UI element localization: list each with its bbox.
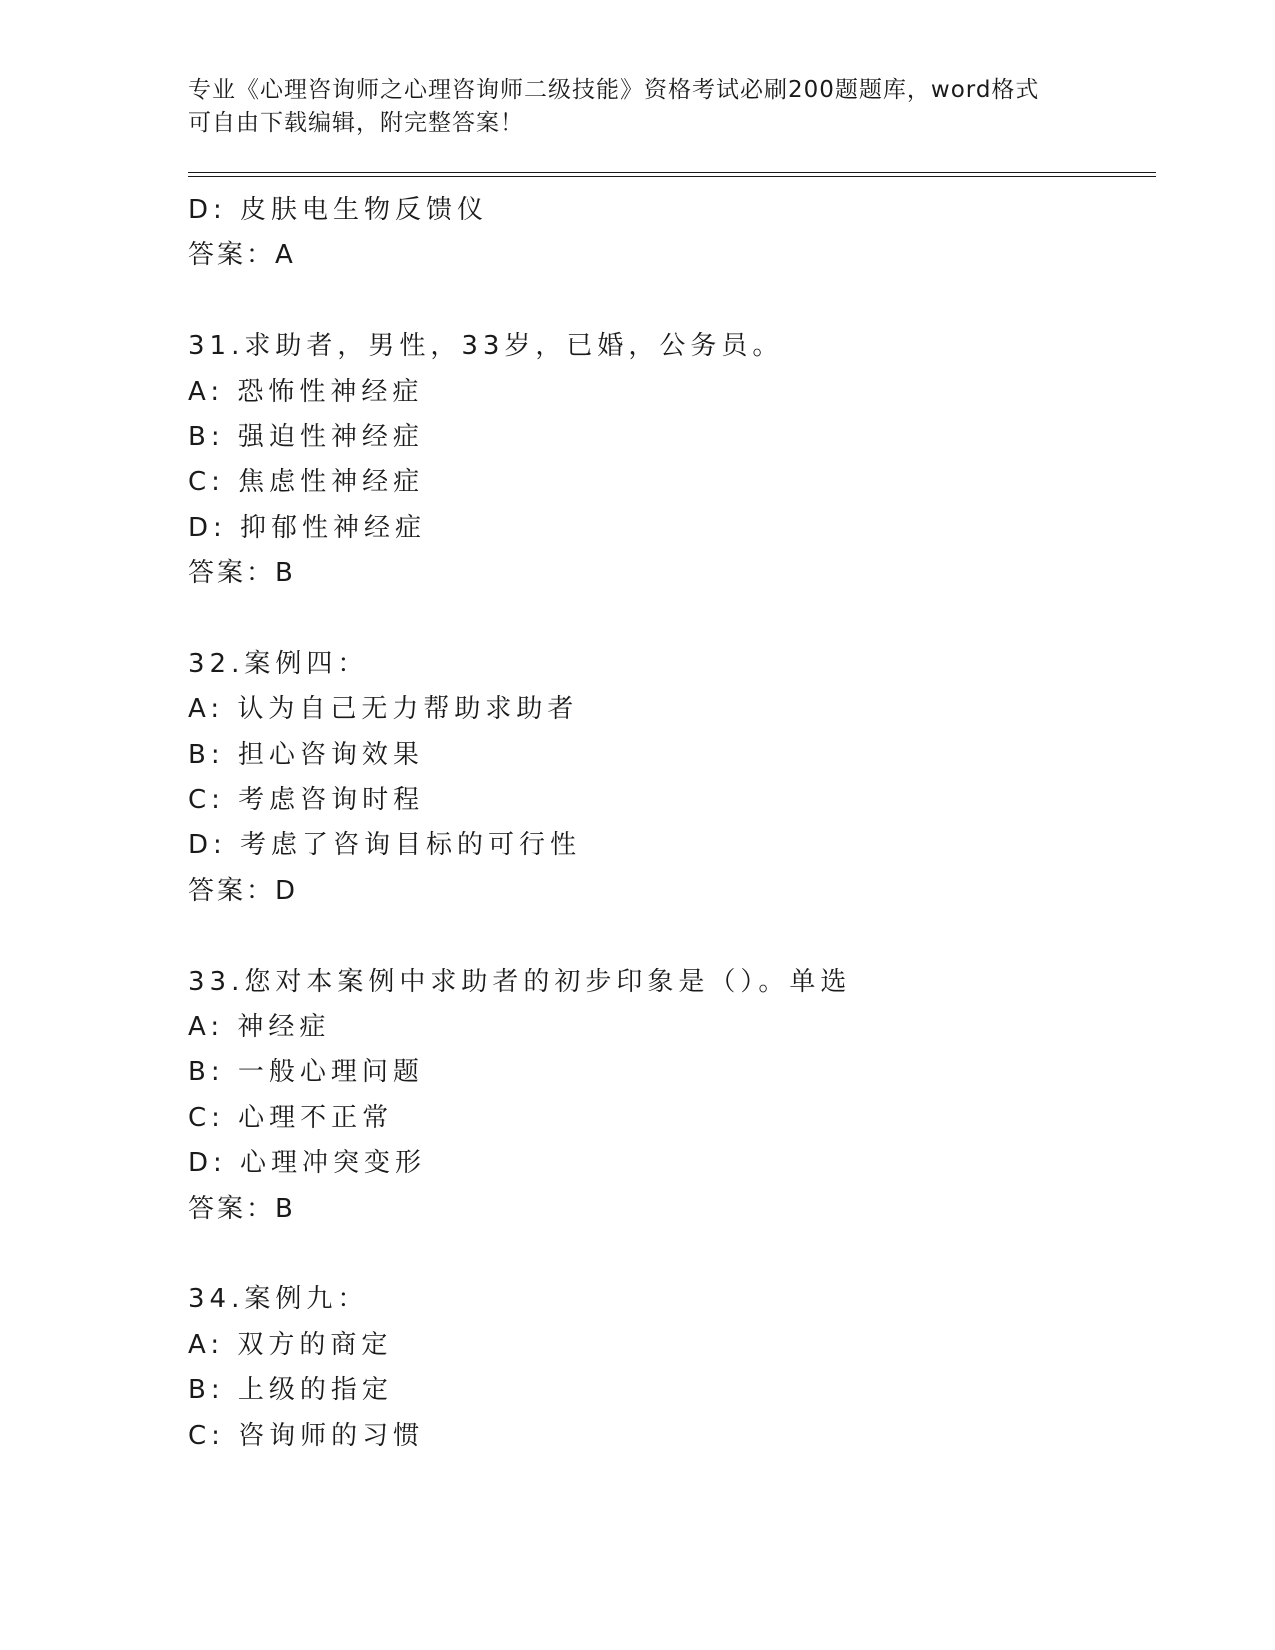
answer-value: A bbox=[275, 240, 293, 271]
option-c: C: 咨询师的习惯 bbox=[188, 1420, 425, 1451]
option-c: C: 心理不正常 bbox=[188, 1102, 394, 1133]
answer-line bbox=[188, 233, 1148, 278]
question-32 bbox=[188, 642, 1148, 914]
spacer bbox=[188, 914, 1148, 959]
spacer bbox=[188, 279, 1148, 324]
page-header bbox=[188, 74, 1088, 140]
question-34 bbox=[188, 1277, 1148, 1459]
document-body bbox=[188, 188, 1148, 1459]
answer-value: B bbox=[275, 558, 293, 589]
option-c: C: 考虑咨询时程 bbox=[188, 785, 425, 816]
option-d: D: 皮肤电生物反馈仪 bbox=[188, 195, 489, 225]
answer-line bbox=[188, 1187, 1148, 1232]
answer-label: 答案： bbox=[188, 875, 276, 906]
answer-line bbox=[188, 551, 1148, 596]
answer-label: 答案： bbox=[188, 240, 276, 271]
option-c: C: 焦虑性神经症 bbox=[188, 467, 425, 498]
spacer bbox=[188, 1232, 1148, 1277]
question-33 bbox=[188, 960, 1148, 1232]
option-d: D: 抑郁性神经症 bbox=[188, 512, 427, 543]
option-a: A: 双方的商定 bbox=[188, 1329, 393, 1360]
option-b: B: 一般心理问题 bbox=[188, 1057, 424, 1088]
option-b: B: 上级的指定 bbox=[188, 1375, 393, 1406]
question-31 bbox=[188, 324, 1148, 596]
answer-line bbox=[188, 869, 1148, 914]
option-d: D: 考虑了咨询目标的可行性 bbox=[188, 830, 582, 861]
answer-value: D bbox=[275, 875, 296, 906]
question-stem: 31.求助者，男性，33岁，已婚，公务员。 bbox=[188, 331, 784, 362]
question-30-tail bbox=[188, 188, 1148, 279]
question-stem: 33.您对本案例中求助者的初步印象是（）。单选 bbox=[188, 966, 852, 997]
option-a: A: 恐怖性神经症 bbox=[188, 376, 424, 407]
header-line-2: 可自由下载编辑，附完整答案！ bbox=[188, 110, 524, 136]
header-line-1: 专业《心理咨询师之心理咨询师二级技能》资格考试必刷200题题库，word格式 bbox=[188, 77, 1040, 103]
question-stem: 34.案例九： bbox=[188, 1284, 369, 1315]
option-b: B: 强迫性神经症 bbox=[188, 421, 424, 452]
spacer bbox=[188, 597, 1148, 642]
option-a: A: 认为自己无力帮助求助者 bbox=[188, 694, 579, 725]
question-stem: 32.案例四： bbox=[188, 648, 369, 679]
header-divider-bottom bbox=[188, 176, 1156, 177]
answer-value: B bbox=[275, 1193, 293, 1224]
option-b: B: 担心咨询效果 bbox=[188, 739, 424, 770]
answer-label: 答案： bbox=[188, 1193, 276, 1224]
option-d: D: 心理冲突变形 bbox=[188, 1148, 427, 1179]
option-a: A: 神经症 bbox=[188, 1012, 331, 1043]
header-divider-top bbox=[188, 172, 1156, 173]
answer-label: 答案： bbox=[188, 558, 276, 589]
